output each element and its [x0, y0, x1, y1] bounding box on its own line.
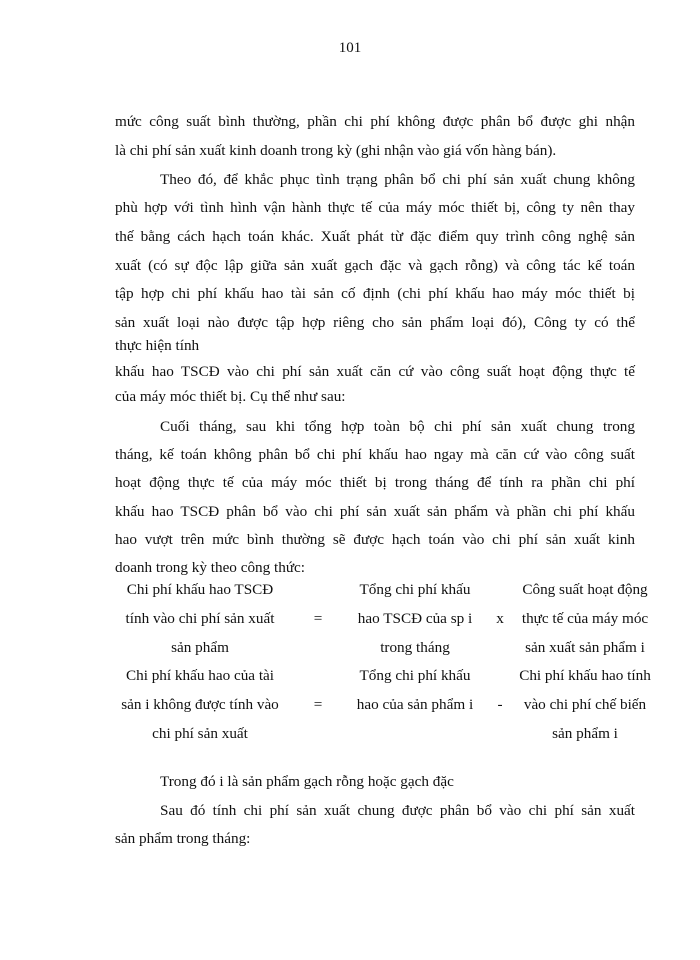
body-line: là chi phí sản xuất kinh doanh trong kỳ (ghi nhận vào giá vốn hàng bán). — [115, 142, 557, 159]
body-line: khấu hao TSCĐ phân bổ vào chi phí sản xuất sản phẩm và phần chi phí khấu — [115, 503, 635, 520]
formula-lhs: Chi phí khấu hao TSCĐ tính vào chi phí sản xuất sản phẩm — [125, 581, 275, 656]
body-line: mức công suất bình thường, phần chi phí không được phân bổ được ghi nhận — [115, 113, 635, 130]
body-line: Sau đó tính chi phí sản xuất chung được phân bổ vào chi phí sản xuất — [160, 802, 635, 819]
body-line: sản phẩm trong tháng: — [115, 830, 251, 847]
body-line: phù hợp với tình hình vận hành thực tế của máy móc thiết bị, công ty nên thay — [115, 199, 635, 216]
body-line: hao vượt trên mức bình thường sẽ được hạch toán vào chi phí sản xuất kinh — [115, 531, 635, 548]
formula-term-2: Chi phí khấu hao tính vào chi phí chế biến sản phẩm i — [519, 667, 651, 742]
body-line: Cuối tháng, sau khi tổng hợp toàn bộ chi phí sản xuất chung trong — [160, 418, 635, 435]
formula-term-2: Công suất hoạt động thực tế của máy móc sản xuất sản phẩm i — [521, 581, 649, 656]
body-line: tháng, kế toán không phân bổ chi phí khấu hao ngay mà căn cứ vào công suất — [115, 446, 635, 463]
body-line: thực hiện tính — [115, 337, 200, 354]
equals-sign: = — [313, 696, 323, 713]
page-number: 101 — [338, 40, 362, 56]
body-line: hoạt động thực tế của máy móc thiết bị trong tháng để tính ra phần chi phí — [115, 474, 635, 491]
body-line: xuất (có sự độc lập giữa sản xuất gạch đặc và gạch rỗng) và công tác kế toán — [115, 257, 635, 274]
formula-term-1: Tổng chi phí khấu hao TSCĐ của sp i trong tháng — [357, 581, 473, 656]
body-line: Trong đó i là sản phẩm gạch rỗng hoặc gạch đặc — [160, 773, 454, 790]
body-line: doanh trong kỳ theo công thức: — [115, 559, 306, 576]
formula-depreciation-excluded — [110, 661, 670, 751]
multiply-sign: x — [496, 610, 504, 627]
body-line: khấu hao TSCĐ vào chi phí sản xuất căn cứ vào công suất hoạt động thực tế — [115, 363, 635, 380]
equals-sign: = — [313, 610, 323, 627]
body-line: thế bằng cách hạch toán khác. Xuất phát từ đặc điểm quy trình công nghệ sản — [115, 228, 635, 245]
formula-term-1: Tổng chi phí khấu hao của sản phẩm i — [356, 667, 474, 713]
body-line: tập hợp chi phí khấu hao tài sản cố định (chi phí khấu hao máy móc thiết bị — [115, 285, 635, 302]
minus-sign: - — [497, 696, 503, 713]
formula-lhs: Chi phí khấu hao của tài sản i không được tính vào chi phí sản xuất — [121, 667, 279, 742]
formula-depreciation-allocated — [110, 575, 670, 665]
body-line: sản xuất loại nào được tập hợp riêng cho sản phẩm loại đó), Công ty có thể — [115, 314, 635, 331]
body-line: Theo đó, để khắc phục tình trạng phân bổ chi phí sản xuất chung không — [160, 171, 635, 188]
body-line: của máy móc thiết bị. Cụ thể như sau: — [115, 388, 346, 405]
